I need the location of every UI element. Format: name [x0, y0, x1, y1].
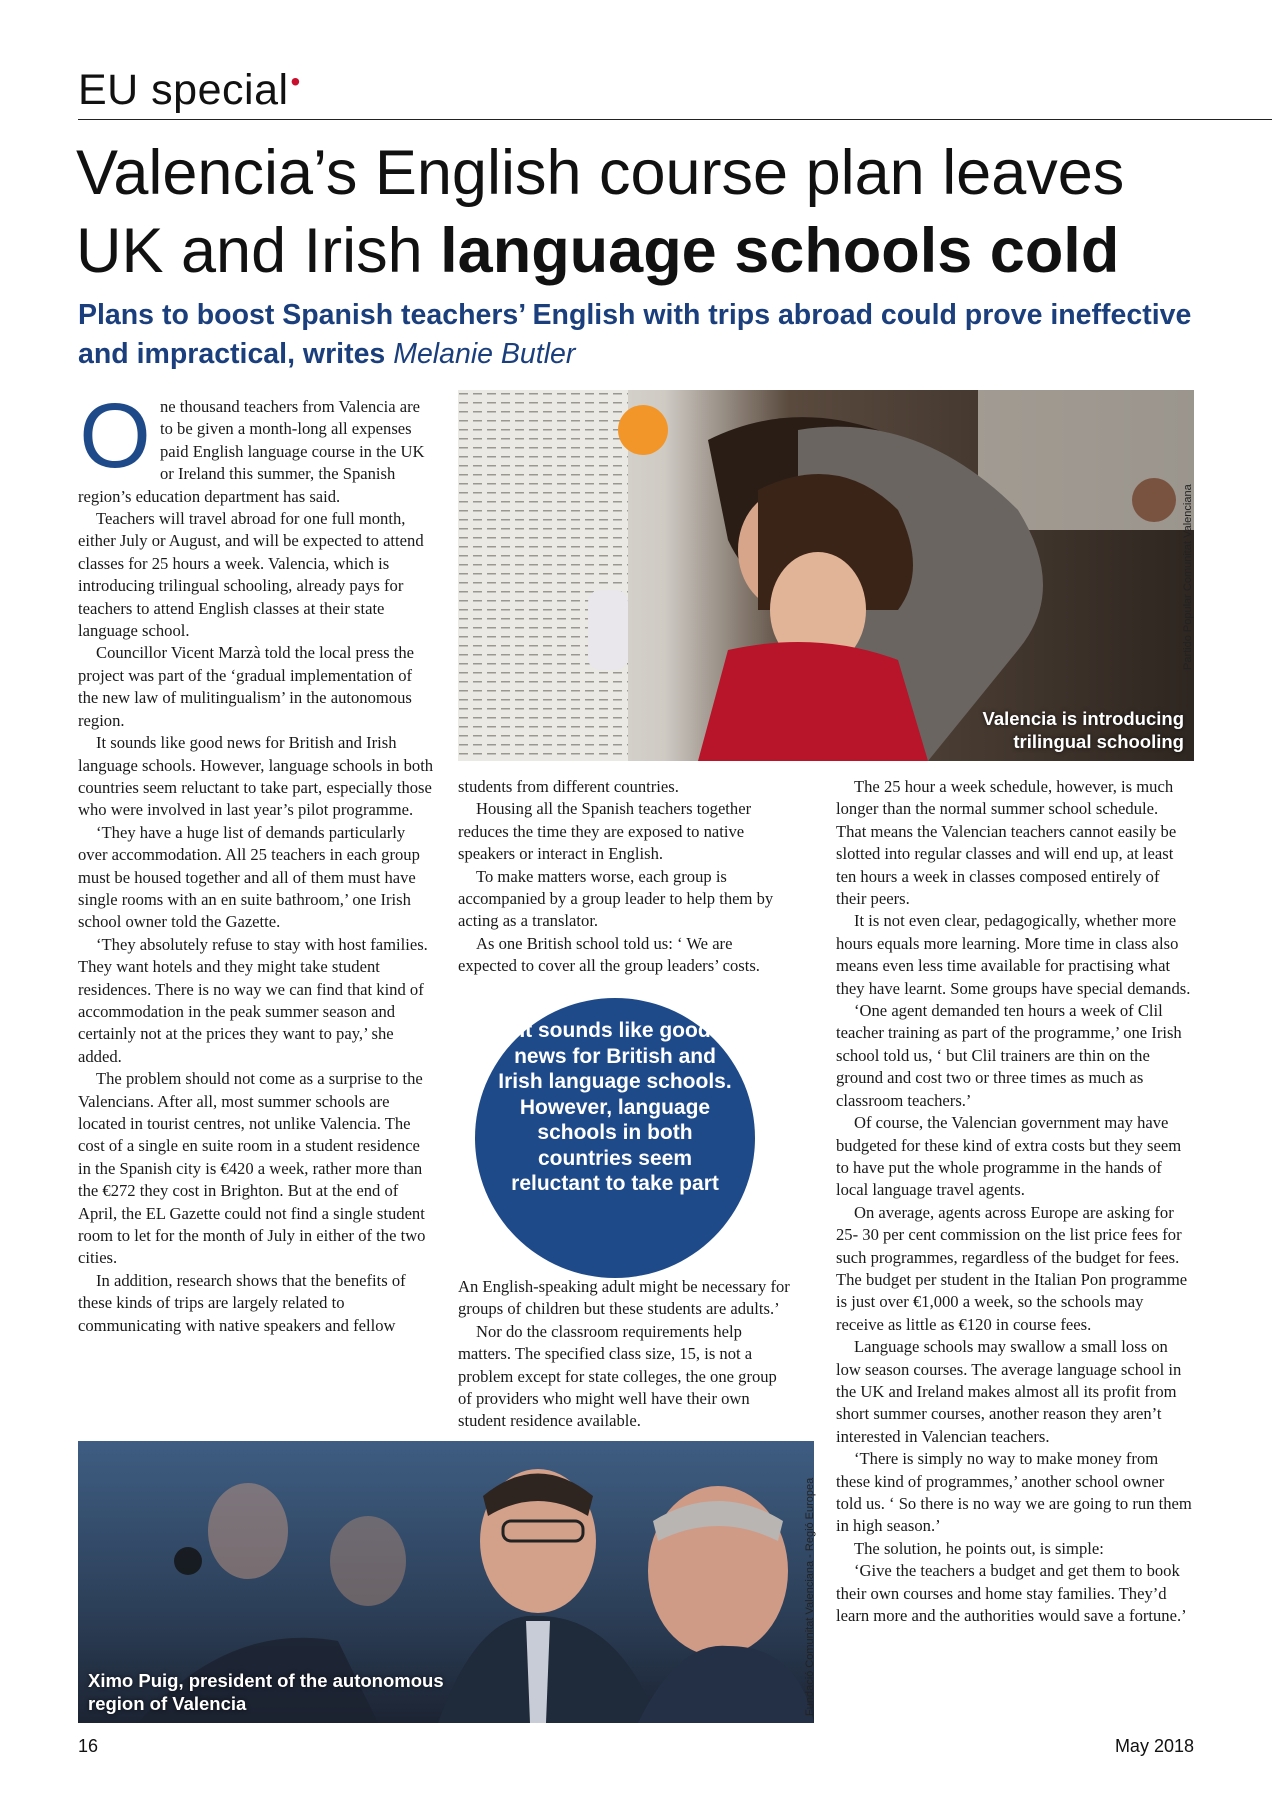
headline	[76, 134, 1226, 290]
paragraph: On average, agents across Europe are asking for 25- 30 per cent commission on the list price fees for such programmes, regardless of the budget for fees. The budget per student in the Italian Pon programme is just over €1,000 a week, so the schools may receive as little as €120 in course fees.	[836, 1202, 1188, 1334]
paragraph: ‘They absolutely refuse to stay with host families. They want hotels and they might take student residences. There is no way we can find that kind of accommodation in the peak summer season and certainly not at the prices they want to pay,’ she added.	[78, 934, 428, 1066]
pull-quote	[475, 998, 755, 1278]
paragraph: To make matters worse, each group is accompanied by a group leader to help them by acting as a translator.	[458, 866, 774, 931]
photo-credit-bottom: Fundació Comunitat Valenciana - Regió Europea	[804, 1477, 816, 1716]
paragraph: Councillor Vicent Marzà told the local press the project was part of the ‘gradual implementation of the new law of mulitingualism’ in the autonomous region.	[78, 643, 415, 730]
paragraph: Of course, the Valencian government may have budgeted for these kind of extra costs but they seem to have put the whole programme in the hands of local language travel agents.	[836, 1113, 1182, 1200]
section-label	[78, 66, 301, 115]
headline-line-1: Valencia’s English course plan leaves	[76, 138, 1125, 208]
standfirst	[78, 296, 1218, 374]
photo-children-writing	[458, 390, 1194, 761]
paragraph: The 25 hour a week schedule, however, is much longer than the normal summer school schedule. That means the Valencian teachers cannot easily be slotted into regular classes and will end up, at least ten hours a week in classes composed entirely of their peers.	[836, 777, 1177, 909]
paragraph: ‘There is simply no way to make money from these kind of programmes,’ another school owner told us. ‘ So there is no way we are going to run them in high season.’	[836, 1449, 1192, 1536]
paragraph: Language schools may swallow a small loss on low season courses. The average language school in the UK and Ireland makes almost all its profit from short summer courses, another reason they aren’t interested in Valencian teachers.	[836, 1337, 1182, 1446]
dropcap	[78, 397, 152, 473]
paragraph: ne thousand teachers from Valencia are to be given a month-long all expenses paid English language course in the UK or Ireland this summer, the Spanish region’s education department has said.	[78, 397, 425, 506]
page-number: 16	[78, 1736, 99, 1756]
photo-caption-top: Valencia is introducing trilingual schooling	[982, 708, 1184, 752]
photo-children-writing-image	[458, 390, 1194, 761]
headline-line-2-light: UK and Irish	[76, 216, 441, 286]
article-column-1	[78, 396, 434, 1337]
paragraph: students from different countries.	[458, 777, 679, 796]
standfirst-text: Plans to boost Spanish teachers’ English with trips abroad could prove ineffective and impractical, writes	[78, 299, 1192, 370]
issue-date: May 2018	[1114, 1736, 1194, 1756]
paragraph: Housing all the Spanish teachers together reduces the time they are exposed to native speakers or interact in English.	[458, 799, 752, 864]
paragraph: It sounds like good news for British and Irish language schools. However, language schools in both countries seem reluctant to take part, especially those who were involved in last year’s pilot programme.	[78, 733, 434, 820]
author-name: Melanie Butler	[393, 338, 576, 370]
section-dot: •	[290, 66, 301, 97]
section-label-text: EU special	[78, 66, 289, 114]
article-column-2-continued	[458, 1276, 792, 1433]
pull-quote-text: It sounds like good news for British and Irish language schools. However, language schools in both countries seem reluctant to take part	[498, 1019, 732, 1195]
paragraph: ‘They have a huge list of demands particularly over accommodation. All 25 teachers in each group must be housed together and all of them must have single rooms with an en suite bathroom,’ one Irish school owner told the Gazette.	[78, 822, 420, 932]
photo-ximo-puig	[78, 1441, 814, 1723]
article-column-3	[836, 776, 1192, 1627]
paragraph: ‘Give the teachers a budget and get them to book their own courses and home stay families. They’d learn more and the authorities would save a fortune.’	[836, 1561, 1187, 1626]
paragraph: ‘One agent demanded ten hours a week of Clil teacher training as part of the programme,’ one Irish school told us, ‘ but Clil trainers are thin on the ground and cost two or three times as much as classroom teachers.’	[836, 1001, 1182, 1110]
paragraph: The problem should not come as a surprise to the Valencians. After all, most summer schools are located in tourist centres, not unlike Valencia. The cost of a single en suite room in a student residence in the Spanish city is €420 a week, rather more than the €272 they cost in Brighton. But at the end of April, the EL Gazette could not find a single student room to let for the month of July in either of the two cities.	[78, 1069, 426, 1268]
paragraph: In addition, research shows that the benefits of these kinds of trips are largely related to communicating with native speakers and fellow	[78, 1270, 406, 1335]
paragraph: It is not even clear, pedagogically, whether more hours equals more learning. More time in class also means even less time available for practising what they have learnt. Some groups have special demands.	[836, 911, 1191, 998]
article-column-2	[458, 776, 792, 978]
paragraph: An English-speaking adult might be necessary for groups of children but these students are adults.’	[458, 1277, 790, 1319]
photo-caption-bottom: Ximo Puig, president of the autonomous region of Valencia	[88, 1670, 444, 1714]
paragraph: Teachers will travel abroad for one full month, either July or August, and will be expected to attend classes for 25 hours a week. Valencia, which is introducing trilingual schooling, already pays for teachers to attend English classes at their state language school.	[78, 509, 424, 641]
photo-credit-top: Partido Popular Comunitat Valenciana	[1182, 484, 1194, 670]
paragraph: The solution, he points out, is simple:	[854, 1538, 1104, 1558]
headline-line-2-bold: language schools cold	[440, 216, 1120, 286]
paragraph: As one British school told us: ‘ We are expected to cover all the group leaders’ costs.	[458, 933, 760, 976]
paragraph: Nor do the classroom requirements help matters. The specified class size, 15, is not a problem except for state colleges, the one group of providers who might well have their own student residence available.	[458, 1321, 777, 1431]
section-divider	[78, 119, 1272, 120]
dropcap-letter: O	[79, 397, 151, 473]
